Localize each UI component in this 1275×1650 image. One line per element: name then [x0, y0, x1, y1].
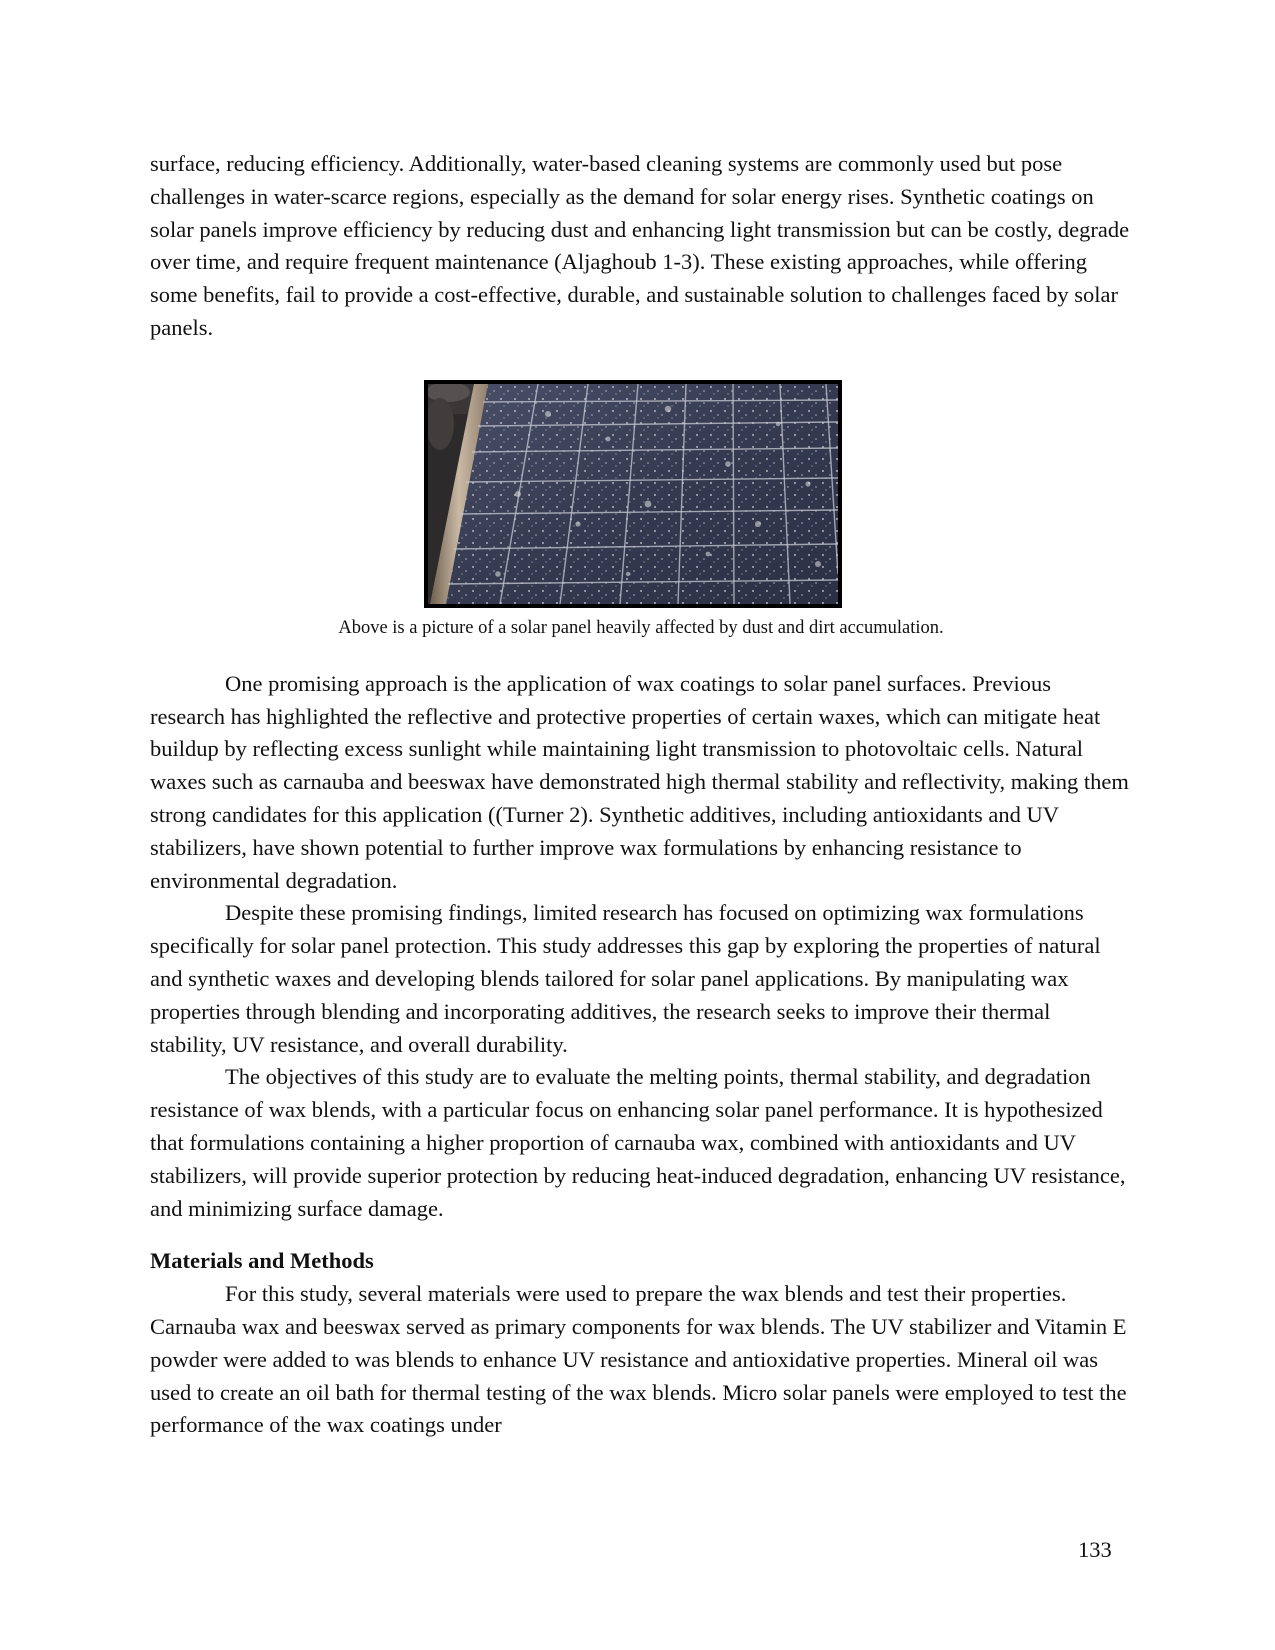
- paragraph-wax-approach: One promising approach is the application of wax coatings to solar panel surfaces. Previous research has highlighted the reflective and protective properties of certain waxes, which can mitigate heat buildup by reflecting excess sunlight while maintaining light transmission to photovoltaic cells. Natural waxes such as carnauba and beeswax have demonstrated high thermal stability and reflectivity, making them strong candidates for this application ((Turner 2). Synthetic additives, including antioxidants and UV stabilizers, have shown potential to further improve wax formulations by enhancing resistance to environmental degradation.: [150, 670, 1129, 893]
- paragraph-research-gap: Despite these promising findings, limited research has focused on optimizing wax formulations specifically for solar panel protection. This study addresses this gap by exploring the properties of natural and synthetic waxes and developing blends tailored for solar panel applications. By manipulating wax properties through blending and incorporating additives, the research seeks to improve their thermal stability, UV resistance, and overall durability.: [150, 900, 1101, 1057]
- page-number: 133: [1078, 1537, 1112, 1562]
- paragraph-intro-continued: surface, reducing efficiency. Additionally, water-based cleaning systems are commonly used but pose challenges in water-scarce regions, especially as the demand for solar energy rises. Synthetic coatings on solar panels improve efficiency by reducing dust and enhancing light transmission but can be costly, degrade over time, and require frequent maintenance (Aljaghoub 1-3). These existing approaches, while offering some benefits, fail to provide a cost-effective, durable, and sustainable solution to challenges faced by solar panels.: [150, 151, 1130, 340]
- page-body: [150, 148, 1130, 1442]
- figure: [150, 380, 1130, 640]
- figure-caption: Above is a picture of a solar panel heavily affected by dust and dirt accumulation.: [338, 617, 944, 638]
- paragraph-objectives: The objectives of this study are to evaluate the melting points, thermal stability, and degradation resistance of wax blends, with a particular focus on enhancing solar panel performance. It is hypothesized that formulations containing a higher proportion of carnauba wax, combined with antioxidants and UV stabilizers, will provide superior protection by reducing heat-induced degradation, enhancing UV resistance, and minimizing surface damage.: [150, 1064, 1126, 1221]
- paragraph-materials: For this study, several materials were used to prepare the wax blends and test their properties. Carnauba wax and beeswax served as primary components for wax blends. The UV stabilizer and Vitamin E powder were added to was blends to enhance UV resistance and antioxidative properties. Mineral oil was used to create an oil bath for thermal testing of the wax blends. Micro solar panels were employed to test the performance of the wax coatings under: [150, 1281, 1127, 1438]
- section-heading-materials-methods: Materials and Methods: [150, 1248, 374, 1274]
- solar-panel-photo: [424, 380, 842, 608]
